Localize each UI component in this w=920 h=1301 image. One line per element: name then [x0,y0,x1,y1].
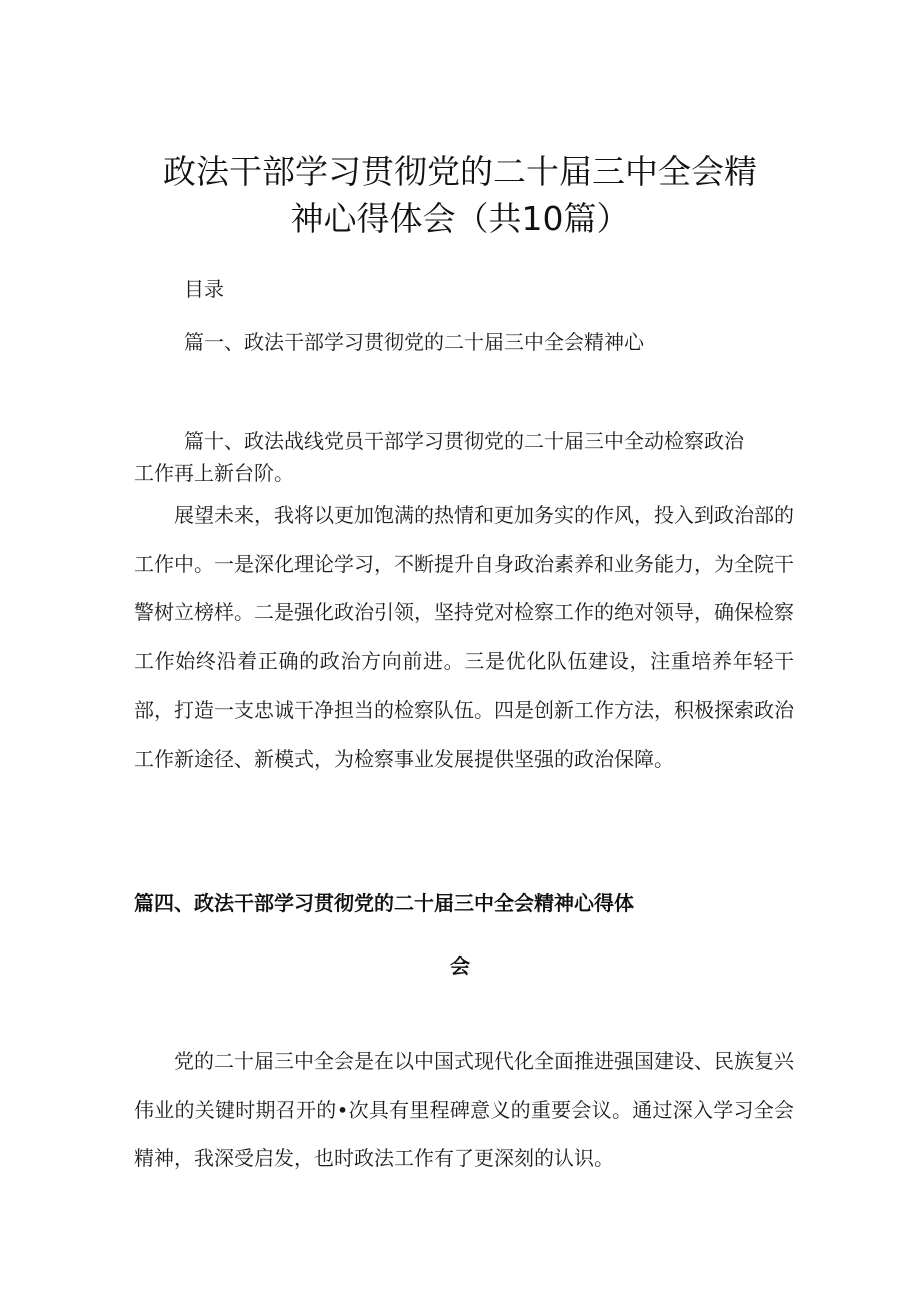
document-title-line-2: 神心得体会（共10篇） [290,199,630,238]
toc-item-10-line-2: 工作再上新台阶。 [134,461,294,485]
toc-item-1: 篇一、政法干部学习贯彻党的二十届三中全会精神心 [184,330,644,354]
section-heading-line-2: 会 [450,954,470,978]
body-paragraph-1: 展望未来，我将以更加饱满的热情和更加务实的作风，投入到政治部的工作中。一是深化理论学习，不断提升自身政治素养和业务能力，为全院干警树立榜样。二是强化政治引领，坚持党对检察工作的绝对领导，确保检察工作始终沿着正确的政治方向前进。三是优化队伍建设，注重培养年轻干部，打造一支忠诚干净担当的检察队伍。四是创新工作方法，积极探索政治工作新途径、新模式，为检察事业发展提供坚强的政治保障。 [134,503,794,771]
toc-item-10-line-1: 篇十、政法战线党员干部学习贯彻党的二十届三中全动检察政治 [184,429,744,453]
body-paragraph-2: 党的二十届三中全会是在以中国式现代化全面推进强国建设、民族复兴伟业的关键时期召开的•次具有里程碑意义的重要会议。通过深入学习全会精神，我深受启发，也时政法工作有了更深刻的认识。 [134,1049,794,1171]
document-title-line-1: 政法干部学习贯彻党的二十届三中全会精 [163,152,757,191]
toc-label: 目录 [184,277,224,301]
section-heading-line-1: 篇四、政法干部学习贯彻党的二十届三中全会精神心得体 [134,891,634,915]
